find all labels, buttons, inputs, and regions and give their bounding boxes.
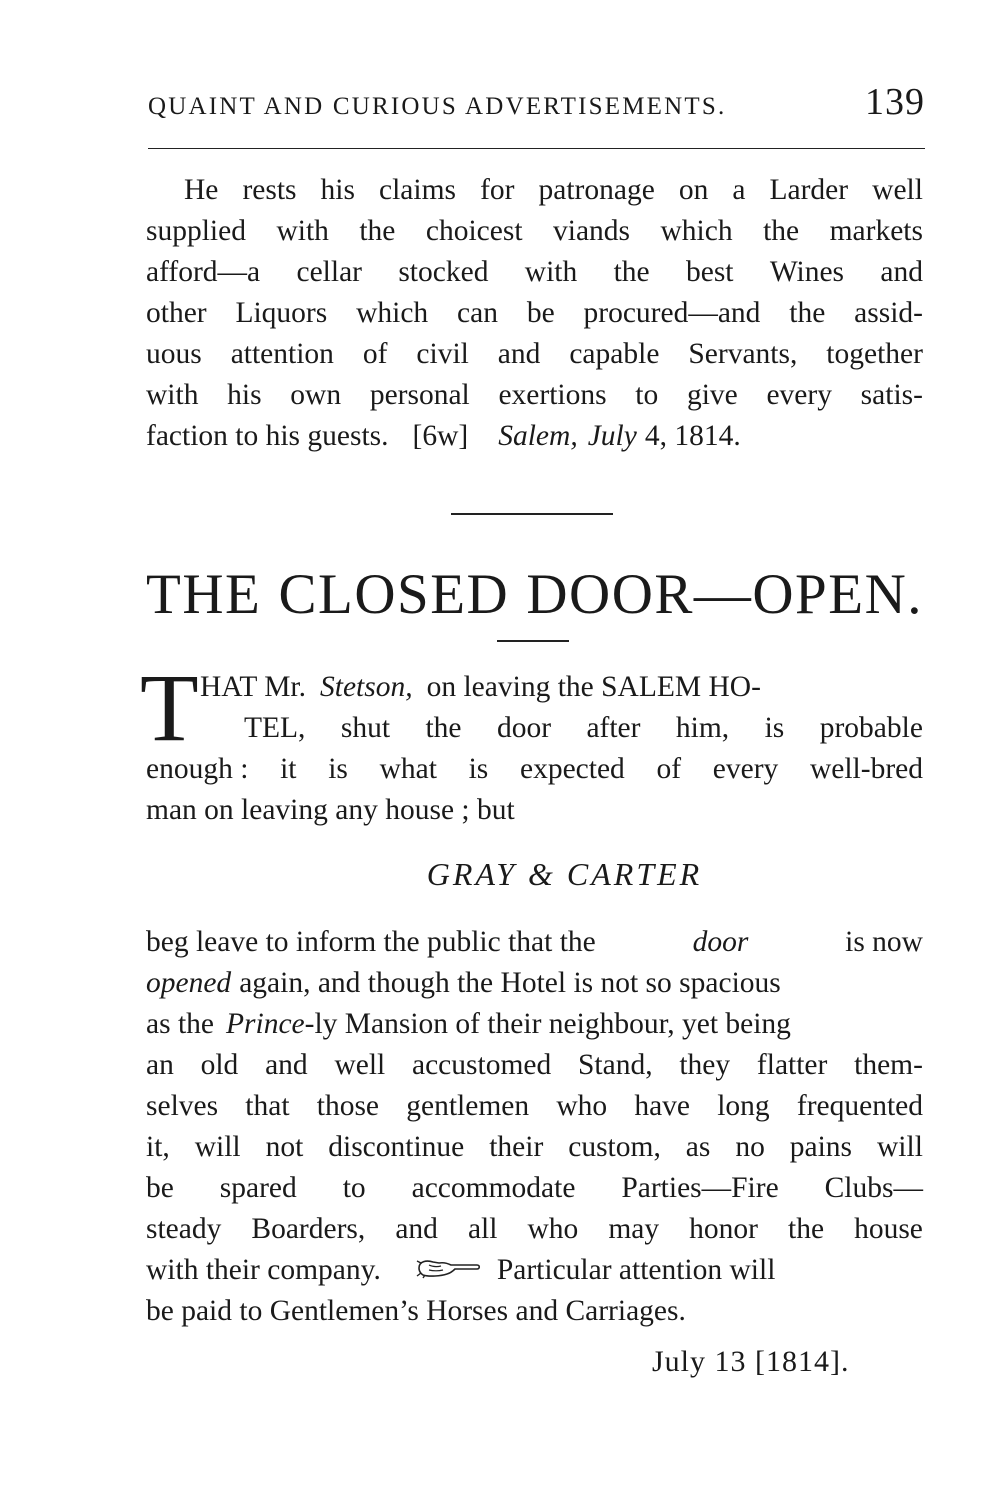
headline-word: THE <box>146 563 262 626</box>
text-span: faction to his guests. <box>146 420 389 452</box>
word: well <box>872 174 923 206</box>
word: all <box>467 1213 498 1245</box>
word: every <box>766 379 832 411</box>
issue-code: [6w] <box>412 420 469 452</box>
word: together <box>826 338 923 370</box>
word: He <box>184 174 219 206</box>
word: stocked <box>398 256 489 288</box>
word: exertions <box>498 379 607 411</box>
word: the <box>359 215 396 247</box>
word: the <box>613 256 650 288</box>
word: those <box>316 1090 380 1122</box>
drop-cap: T <box>140 654 199 761</box>
text-line <box>146 963 923 1004</box>
text-span: be paid to Gentlemen’s Horses and Carriages. <box>146 1295 686 1327</box>
text-line <box>146 1004 923 1045</box>
word: accommodate <box>411 1172 576 1204</box>
word: the <box>425 712 462 744</box>
headline-word: DOOR—OPEN. <box>526 563 923 626</box>
word: uous <box>146 338 202 370</box>
word: who <box>527 1213 579 1245</box>
word: frequented <box>796 1090 923 1122</box>
word: well <box>334 1049 386 1081</box>
pointing-hand-icon <box>415 1250 483 1272</box>
word: to <box>342 1172 366 1204</box>
text-line <box>146 790 923 831</box>
place-name: Salem, <box>498 420 578 452</box>
text-line <box>146 1209 923 1250</box>
text-span: -ly Mansion of their neighbour, yet being <box>304 1008 791 1040</box>
word: every <box>712 753 779 785</box>
text-span: beg leave to inform the public that the <box>146 926 596 958</box>
word: his <box>227 379 262 411</box>
text-span: HAT Mr. <box>200 671 307 703</box>
text-span: on leaving the SALEM HO- <box>426 671 761 703</box>
running-head <box>148 80 925 124</box>
date-line: July 13 [1814]. <box>652 1345 850 1378</box>
text-line <box>146 293 923 334</box>
word: best <box>685 256 734 288</box>
word: door <box>496 712 552 744</box>
section-rule <box>451 513 613 515</box>
word: Liquors <box>235 297 328 329</box>
word: capable <box>569 338 660 370</box>
text-line <box>146 1291 923 1332</box>
word: enough : <box>146 753 249 785</box>
word: supplied <box>146 215 246 247</box>
word: an <box>146 1049 174 1081</box>
word: and <box>497 338 541 370</box>
text-line <box>146 708 923 749</box>
word: they <box>679 1049 731 1081</box>
emphasis-word: door <box>692 926 749 958</box>
headline <box>146 562 923 627</box>
month-name: July <box>587 420 637 452</box>
word: Wines <box>769 256 845 288</box>
text-line <box>146 1168 923 1209</box>
word: patronage <box>538 174 655 206</box>
word: old <box>200 1049 239 1081</box>
word: probable <box>819 712 923 744</box>
text-line <box>146 1250 923 1291</box>
word: honor <box>689 1213 758 1245</box>
word: afford—a <box>146 256 261 288</box>
word: give <box>686 379 738 411</box>
word: the <box>789 297 826 329</box>
word: it <box>280 753 297 785</box>
word: markets <box>829 215 923 247</box>
word: Boarders, <box>251 1213 366 1245</box>
word: who <box>556 1090 608 1122</box>
text-line <box>146 416 923 457</box>
word: is <box>764 712 785 744</box>
word: which <box>660 215 733 247</box>
emphasis-word: Prince <box>226 1008 305 1040</box>
text-line <box>146 334 923 375</box>
word: TEL, <box>244 712 306 744</box>
paragraph-larder <box>146 170 923 457</box>
word: to <box>635 379 659 411</box>
word: personal <box>369 379 470 411</box>
text-line <box>146 1086 923 1127</box>
word: selves <box>146 1090 219 1122</box>
date-text: 4, 1814. <box>644 420 741 452</box>
word: with <box>276 215 329 247</box>
text-line <box>146 252 923 293</box>
word: shut <box>340 712 391 744</box>
headline-word: CLOSED <box>278 563 510 626</box>
word: and <box>265 1049 308 1081</box>
word: the <box>788 1213 825 1245</box>
word: own <box>290 379 342 411</box>
word: no <box>735 1131 765 1163</box>
header-rule <box>148 148 925 149</box>
word: their <box>489 1131 544 1163</box>
word: Stand, <box>578 1049 653 1081</box>
word: other <box>146 297 207 329</box>
word: civil <box>416 338 469 370</box>
word: viands <box>553 215 631 247</box>
word: them- <box>854 1049 923 1081</box>
word: it, <box>146 1131 170 1163</box>
word: as <box>685 1131 711 1163</box>
word: attention <box>230 338 334 370</box>
page-number: 139 <box>865 81 925 123</box>
word: well-bred <box>809 753 923 785</box>
word: custom, <box>568 1131 661 1163</box>
text-line <box>146 922 923 963</box>
word: procured—and <box>583 297 761 329</box>
word: accustomed <box>412 1049 552 1081</box>
word: Parties—Fire <box>621 1172 779 1204</box>
word: satis- <box>860 379 923 411</box>
word: gentlemen <box>406 1090 530 1122</box>
word: discontinue <box>328 1131 465 1163</box>
text-line <box>146 211 923 252</box>
word: of <box>362 338 388 370</box>
word: claims <box>379 174 457 206</box>
word: long <box>717 1090 770 1122</box>
text-line <box>146 667 923 708</box>
text-span: is now <box>845 926 923 958</box>
word: will <box>877 1131 923 1163</box>
word: of <box>656 753 682 785</box>
text-line <box>146 170 923 211</box>
word: will <box>194 1131 241 1163</box>
word: rests <box>242 174 297 206</box>
word: house <box>854 1213 923 1245</box>
word: what <box>379 753 437 785</box>
word: and <box>395 1213 438 1245</box>
paragraph-gray-carter <box>146 922 923 1332</box>
word: on <box>678 174 709 206</box>
word: is <box>468 753 489 785</box>
text-line <box>146 375 923 416</box>
word: choicest <box>425 215 523 247</box>
text-span: again, and though the Hotel is not so spacious <box>239 967 781 999</box>
text-line <box>146 749 923 790</box>
word: Servants, <box>688 338 798 370</box>
word: be <box>146 1172 174 1204</box>
word: a <box>732 174 746 206</box>
headline-rule <box>497 640 569 642</box>
word: can <box>457 297 498 329</box>
word: with <box>524 256 578 288</box>
word: may <box>608 1213 660 1245</box>
word: which <box>356 297 429 329</box>
word: flatter <box>756 1049 828 1081</box>
word: and <box>880 256 923 288</box>
text-span: Particular attention will <box>496 1254 776 1286</box>
word: spared <box>219 1172 297 1204</box>
word: assid- <box>854 297 923 329</box>
word: pains <box>789 1131 853 1163</box>
word: have <box>634 1090 691 1122</box>
word: Clubs— <box>824 1172 923 1204</box>
word: after <box>586 712 641 744</box>
word: with <box>146 379 199 411</box>
word: steady <box>146 1213 222 1245</box>
text-line <box>146 1127 923 1168</box>
text-line <box>146 1045 923 1086</box>
word: not <box>265 1131 304 1163</box>
word: for <box>480 174 515 206</box>
paragraph-stetson <box>146 667 923 831</box>
person-name: Stetson, <box>320 671 413 703</box>
word: his <box>320 174 355 206</box>
running-title: QUAINT AND CURIOUS ADVERTISEMENTS. <box>148 93 727 120</box>
emphasis-word: opened <box>146 967 232 999</box>
firm-name: GRAY & CARTER <box>426 856 703 892</box>
word: is <box>328 753 348 785</box>
word: be <box>526 297 555 329</box>
word: cellar <box>296 256 362 288</box>
word: the <box>763 215 800 247</box>
text-span: with their company. <box>146 1254 381 1286</box>
text-span: as the <box>146 1008 214 1040</box>
word: Larder <box>769 174 849 206</box>
word: expected <box>519 753 625 785</box>
word: him, <box>675 712 730 744</box>
text-span: man on leaving any house ; but <box>146 794 515 826</box>
word: that <box>245 1090 290 1122</box>
